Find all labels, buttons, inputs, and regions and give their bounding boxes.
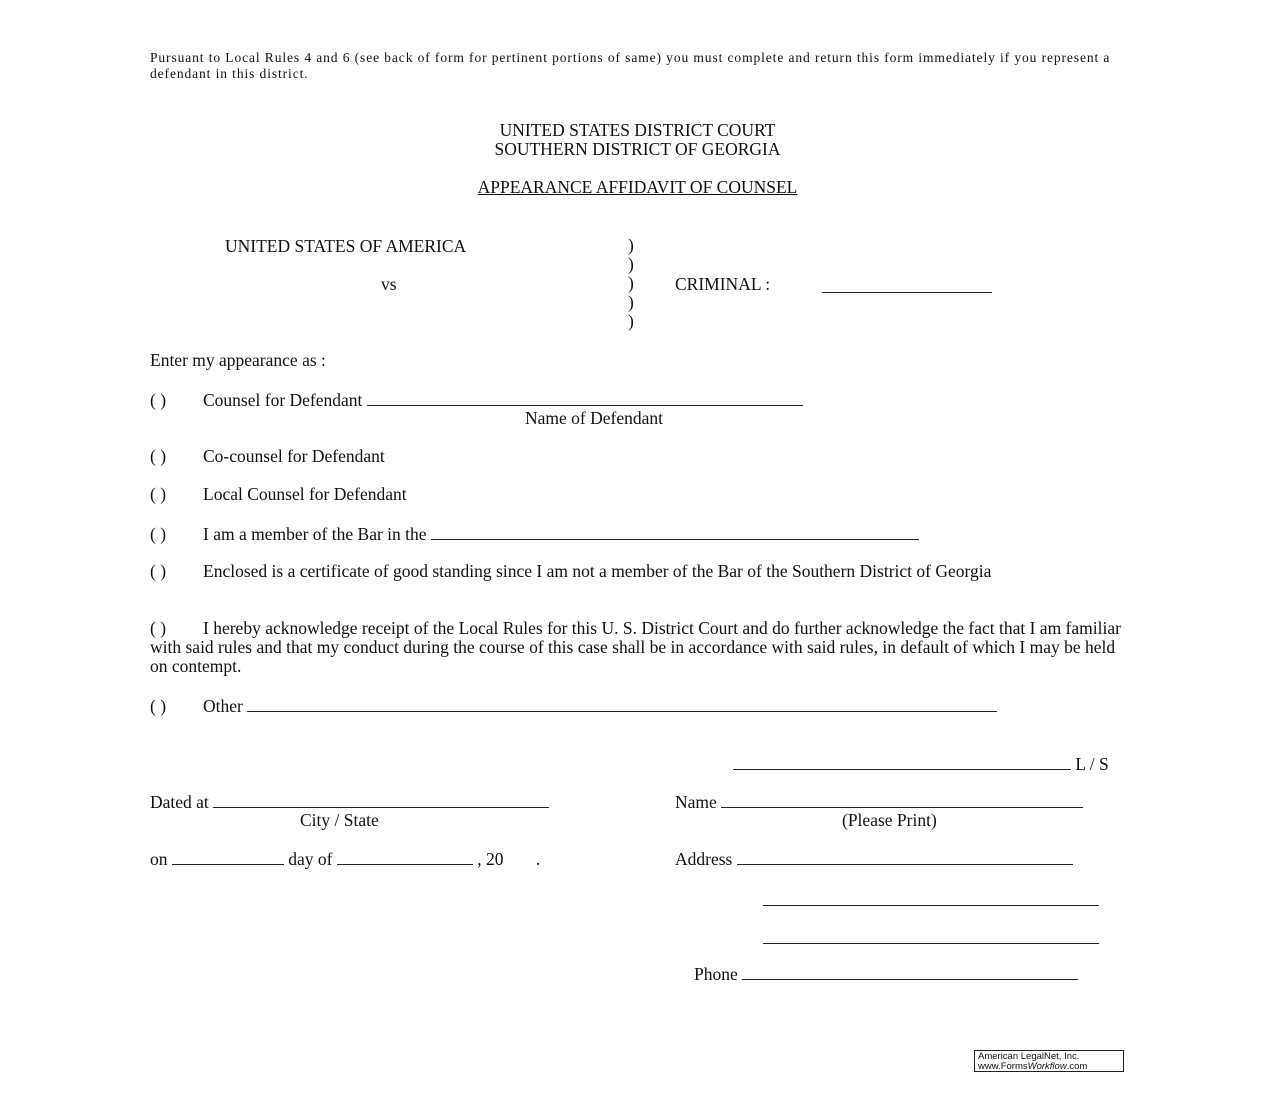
counsel-checkbox[interactable]: ( ) bbox=[150, 390, 167, 410]
publisher-badge bbox=[974, 1050, 1124, 1072]
versus-label: vs bbox=[381, 274, 397, 294]
address-field-1[interactable] bbox=[737, 848, 1073, 865]
year-label: , 20 bbox=[477, 849, 504, 869]
address-label: Address bbox=[675, 849, 733, 869]
month-field[interactable] bbox=[337, 848, 473, 865]
caption-paren: ) bbox=[628, 311, 634, 331]
caption-paren: ) bbox=[628, 254, 634, 274]
name-row bbox=[675, 791, 1083, 812]
plaintiff-name: UNITED STATES OF AMERICA bbox=[225, 236, 467, 256]
date-row bbox=[150, 848, 540, 869]
name-field[interactable] bbox=[721, 791, 1083, 808]
other-field[interactable] bbox=[247, 695, 997, 712]
publisher-name: American LegalNet, Inc. bbox=[978, 1051, 1080, 1062]
option-bar-member bbox=[150, 523, 919, 544]
counsel-label: Counsel for Defendant bbox=[203, 390, 363, 410]
certificate-text: Enclosed is a certificate of good standing since I am not a member of the Bar of the Southern District of Georgia bbox=[203, 561, 992, 581]
phone-row bbox=[694, 963, 1078, 984]
local-counsel-checkbox[interactable]: ( ) bbox=[150, 484, 167, 504]
bar-member-checkbox[interactable]: ( ) bbox=[150, 524, 167, 544]
year-field[interactable] bbox=[508, 848, 536, 865]
caption-paren: ) bbox=[628, 292, 634, 312]
please-print-caption: (Please Print) bbox=[842, 810, 937, 830]
acknowledge-text: I hereby acknowledge receipt of the Local Rules for this U. S. District Court and do further acknowledge the fact that I am familiar with said rules and that my conduct during the course of this case shall be in accordance with said rules, in default of which I may be held on contempt. bbox=[150, 618, 1121, 676]
local-counsel-label: Local Counsel for Defendant bbox=[203, 484, 407, 504]
co-counsel-checkbox[interactable]: ( ) bbox=[150, 446, 167, 466]
district-name: SOUTHERN DISTRICT OF GEORGIA bbox=[494, 139, 781, 159]
appearance-intro: Enter my appearance as : bbox=[150, 350, 326, 370]
certificate-checkbox[interactable]: ( ) bbox=[150, 561, 167, 581]
other-label: Other bbox=[203, 696, 243, 716]
caption-paren: ) bbox=[628, 235, 634, 255]
defendant-name-field[interactable] bbox=[367, 389, 803, 406]
form-title: APPEARANCE AFFIDAVIT OF COUNSEL bbox=[477, 177, 798, 197]
phone-field[interactable] bbox=[742, 963, 1078, 980]
day-field[interactable] bbox=[172, 848, 284, 865]
criminal-case-label: CRIMINAL : bbox=[675, 274, 771, 294]
address-field-2[interactable] bbox=[763, 889, 1099, 906]
court-name: UNITED STATES DISTRICT COURT bbox=[499, 120, 776, 140]
signature-line bbox=[733, 753, 1109, 774]
caption-paren: ) bbox=[628, 273, 634, 293]
city-state-field[interactable] bbox=[213, 791, 549, 808]
option-certificate bbox=[150, 562, 1130, 581]
publisher-website: www.FormsWorkflow.com bbox=[978, 1061, 1088, 1072]
acknowledge-checkbox[interactable]: ( ) bbox=[150, 618, 167, 638]
bar-member-label: I am a member of the Bar in the bbox=[203, 524, 427, 544]
option-co-counsel bbox=[150, 446, 385, 466]
option-acknowledge bbox=[150, 619, 1122, 676]
phone-label: Phone bbox=[694, 964, 738, 984]
name-label: Name bbox=[675, 792, 717, 812]
dated-at-label: Dated at bbox=[150, 792, 209, 812]
other-checkbox[interactable]: ( ) bbox=[150, 696, 167, 716]
signature-field[interactable] bbox=[733, 753, 1071, 770]
address-row bbox=[675, 848, 1073, 869]
date-period: . bbox=[535, 849, 541, 869]
dated-at-row bbox=[150, 791, 549, 812]
on-label: on bbox=[150, 849, 168, 869]
co-counsel-label: Co-counsel for Defendant bbox=[203, 446, 385, 466]
bar-jurisdiction-field[interactable] bbox=[431, 523, 919, 540]
day-of-label: day of bbox=[288, 849, 333, 869]
city-state-caption: City / State bbox=[300, 810, 379, 830]
ls-label: L / S bbox=[1075, 754, 1109, 774]
address-field-3[interactable] bbox=[763, 927, 1099, 944]
option-other bbox=[150, 695, 997, 716]
defendant-name-caption: Name of Defendant bbox=[525, 408, 663, 428]
option-local-counsel bbox=[150, 484, 407, 504]
filing-notice: Pursuant to Local Rules 4 and 6 (see back of form for pertinent portions of same) you must complete and return this form immediately if you represent a defendant in this district. bbox=[150, 50, 1111, 81]
case-number-field[interactable] bbox=[822, 276, 992, 293]
option-counsel bbox=[150, 389, 803, 410]
